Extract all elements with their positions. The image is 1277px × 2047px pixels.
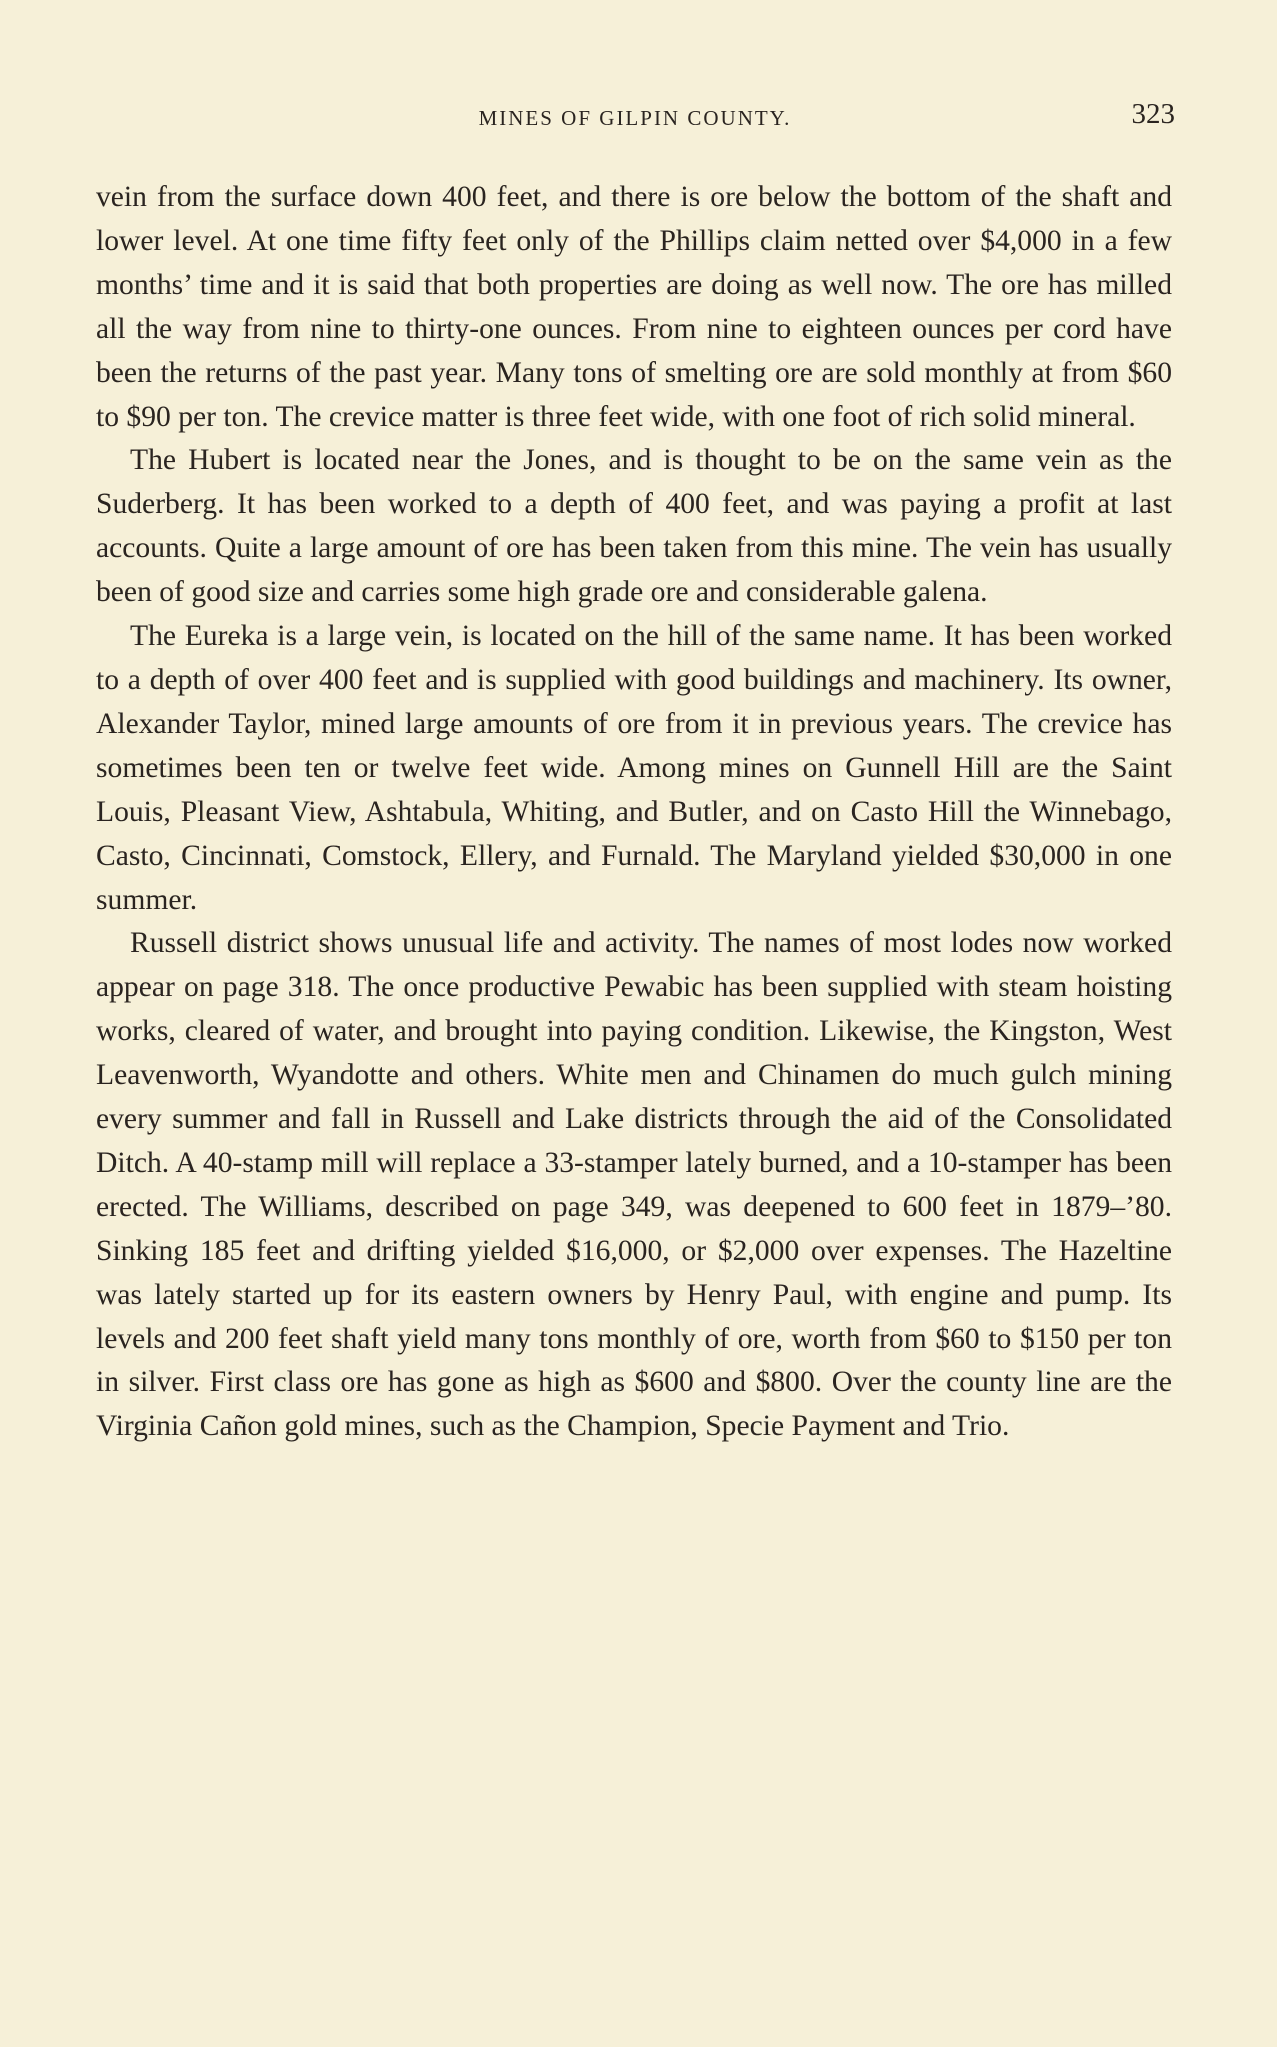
- body-text: [96, 176, 1172, 1449]
- paragraph-eureka: The Eureka is a large vein, is located on the hill of the same name. It has been worked to a depth of over 400 feet and is supplied with good buildings and machinery. Its owner, Alexander Taylor, mined large amounts of ore from it in previous years. The crevice has sometimes been ten or twelve feet wide. Among mines on Gunnell Hill are the Saint Louis, Pleasant View, Ashtabula, Whiting, and Butler, and on Casto Hill the Winnebago, Casto, Cincinnati, Comstock, Ellery, and Furnald. The Maryland yielded $30,000 in one summer.: [96, 620, 1172, 916]
- running-head: MINES OF GILPIN COUNTY.: [478, 106, 792, 130]
- page-number: 323: [1131, 98, 1175, 130]
- page-header: [95, 98, 1175, 138]
- paragraph-russell-district: Russell district shows unusual life and activity. The names of most lodes now worked appear on page 318. The once productive Pewabic has been supplied with steam hoisting works, cleared of water, and brought into paying condition. Likewise, the Kingston, West Leavenworth, Wyandotte and others. White men and Chinamen do much gulch mining every summer and fall in Russell and Lake districts through the aid of the Consolidated Ditch. A 40-stamp mill will replace a 33-stamper lately burned, and a 10-stamper has been erected. The Williams, described on page 349, was deepened to 600 feet in 1879–’80. Sinking 185 feet and drifting yielded $16,000, or $2,000 over expenses. The Hazeltine was lately started up for its eastern owners by Henry Paul, with engine and pump. Its levels and 200 feet shaft yield many tons monthly of ore, worth from $60 to $150 per ton in silver. First class ore has gone as high as $600 and $800. Over the county line are the Virginia Cañon gold mines, such as the Champion, Specie Payment and Trio.: [96, 927, 1172, 1443]
- paragraph-phillips: vein from the surface down 400 feet, and there is ore below the bottom of the shaft and lower level. At one time fifty feet only of the Phillips claim netted over $4,000 in a few months’ time and it is said that both properties are doing as well now. The ore has milled all the way from nine to thirty-one ounces. From nine to eighteen ounces per cord have been the returns of the past year. Many tons of smelting ore are sold monthly at from $60 to $90 per ton. The crevice matter is three feet wide, with one foot of rich solid mineral.: [96, 181, 1172, 433]
- paragraph-hubert: The Hubert is located near the Jones, and is thought to be on the same vein as the Suderberg. It has been worked to a depth of 400 feet, and was paying a profit at last accounts. Quite a large amount of ore has been taken from this mine. The vein has usually been of good size and carries some high grade ore and considerable galena.: [96, 444, 1172, 609]
